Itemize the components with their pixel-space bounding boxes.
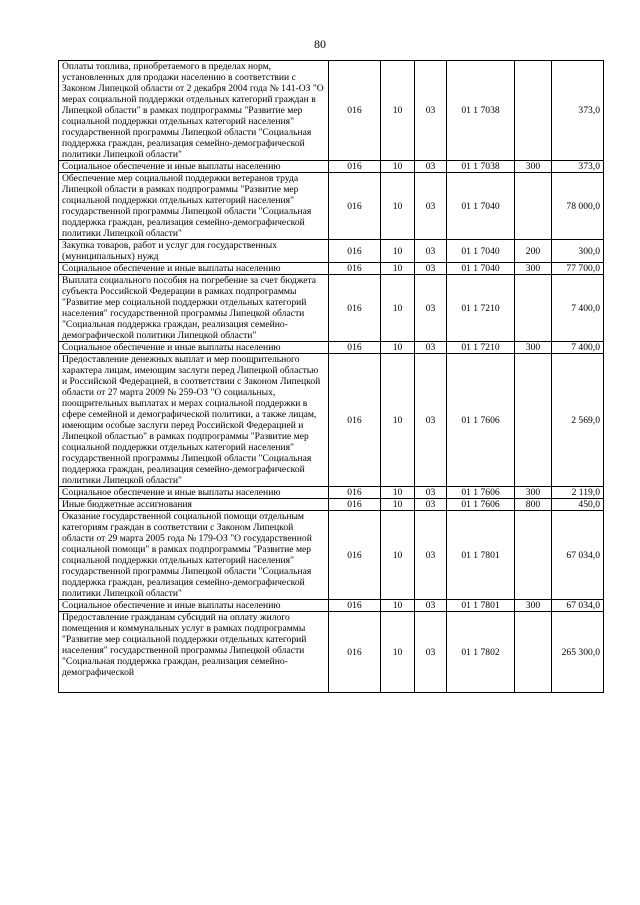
amount-cell: 450,0 [552, 499, 604, 511]
ministry-code-cell: 016 [329, 499, 381, 511]
row-name-cell: Социальное обеспечение и иные выплаты населению [59, 487, 329, 499]
row-name-cell: Социальное обеспечение и иные выплаты населению [59, 600, 329, 612]
subsection-code-cell: 03 [415, 511, 447, 600]
expense-type-cell [515, 61, 552, 161]
subsection-code-cell: 03 [415, 161, 447, 173]
amount-cell: 67 034,0 [552, 511, 604, 600]
expense-type-cell [515, 612, 552, 693]
row-name-cell: Выплата социального пособия на погребение за счет бюджета субъекта Российской Федерации в рамках подпрограммы "Развитие мер социальной поддержки отдельных категорий населения" государственной программы Липецкой области "Социальная поддержка граждан, реализация семейно-демографической политики Липецкой области" [59, 275, 329, 342]
subsection-code-cell: 03 [415, 600, 447, 612]
subsection-code-cell: 03 [415, 275, 447, 342]
section-code-cell: 10 [381, 61, 415, 161]
target-code-cell: 01 1 7801 [447, 511, 515, 600]
table-row [59, 240, 604, 263]
amount-cell: 67 034,0 [552, 600, 604, 612]
target-code-cell: 01 1 7210 [447, 342, 515, 354]
ministry-code-cell: 016 [329, 240, 381, 263]
ministry-code-cell: 016 [329, 511, 381, 600]
section-code-cell: 10 [381, 161, 415, 173]
table-row [59, 173, 604, 240]
page-number: 80 [314, 37, 326, 51]
subsection-code-cell: 03 [415, 499, 447, 511]
ministry-code-cell: 016 [329, 354, 381, 487]
ministry-code-cell: 016 [329, 161, 381, 173]
table-row [59, 61, 604, 161]
table-row [59, 161, 604, 173]
table-row [59, 354, 604, 487]
table-row [59, 600, 604, 612]
table-row [59, 511, 604, 600]
amount-cell: 7 400,0 [552, 275, 604, 342]
expense-type-cell [515, 275, 552, 342]
table-row [59, 263, 604, 275]
subsection-code-cell: 03 [415, 354, 447, 487]
section-code-cell: 10 [381, 600, 415, 612]
ministry-code-cell: 016 [329, 263, 381, 275]
section-code-cell: 10 [381, 487, 415, 499]
budget-table [58, 60, 604, 693]
section-code-cell: 10 [381, 263, 415, 275]
target-code-cell: 01 1 7210 [447, 275, 515, 342]
row-name-text: Предоставление гражданам субсидий на оплату жилого помещения и коммунальных услуг в рамках подпрограммы "Развитие мер социальной поддержки отдельных категорий населения" государственной программы Липецкой области "Социальная поддержка граждан, реализация семейно-демографической [62, 612, 307, 678]
expense-type-cell: 300 [515, 161, 552, 173]
row-name-cell: Оплаты топлива, приобретаемого в пределах норм, установленных для продажи населению в соответствии с Законом Липецкой области от 2 декабря 2004 года № 141-ОЗ "О мерах социальной поддержки отдельных категорий граждан в Липецкой области" в рамках подпрограммы "Развитие мер социальной поддержки отдельных категорий населения" государственной программы Липецкой области "Социальная поддержка граждан, реализация семейно-демографической политики Липецкой области" [59, 61, 329, 161]
expense-type-cell: 300 [515, 342, 552, 354]
section-code-cell: 10 [381, 342, 415, 354]
subsection-code-cell: 03 [415, 612, 447, 693]
table-row [59, 487, 604, 499]
table-row [59, 499, 604, 511]
row-name-cell [59, 612, 329, 693]
table-row [59, 275, 604, 342]
expense-type-cell [515, 511, 552, 600]
expense-type-cell: 800 [515, 499, 552, 511]
ministry-code-cell: 016 [329, 61, 381, 161]
row-name-cell: Обеспечение мер социальной поддержки ветеранов труда Липецкой области в рамках подпрограммы "Развитие мер социальной поддержки отдельных категорий населения" государственной программы Липецкой области "Социальная поддержка граждан, реализация семейно-демографической политики Липецкой области" [59, 173, 329, 240]
ministry-code-cell: 016 [329, 612, 381, 693]
amount-cell: 2 119,0 [552, 487, 604, 499]
subsection-code-cell: 03 [415, 173, 447, 240]
ministry-code-cell: 016 [329, 173, 381, 240]
expense-type-cell [515, 354, 552, 487]
row-name-cell: Социальное обеспечение и иные выплаты населению [59, 342, 329, 354]
target-code-cell: 01 1 7040 [447, 240, 515, 263]
target-code-cell: 01 1 7802 [447, 612, 515, 693]
expense-type-cell: 300 [515, 263, 552, 275]
amount-cell: 373,0 [552, 161, 604, 173]
section-code-cell: 10 [381, 511, 415, 600]
amount-cell: 77 700,0 [552, 263, 604, 275]
section-code-cell: 10 [381, 275, 415, 342]
row-name-cell: Предоставление денежных выплат и мер поощрительного характера лицам, имеющим заслуги перед Липецкой областью и Российской Федерацией, в соответствии с Законом Липецкой области от 27 марта 2009 № 259-ОЗ "О социальных, поощрительных выплатах и мерах социальной поддержки в сфере семейной и демографической политики, а также лицам, имеющим особые заслуги перед Российской Федерацией и Липецкой областью" в рамках подпрограммы "Развитие мер социальной поддержки отдельных категорий населения" государственной программы Липецкой области "Социальная поддержка граждан, реализация семейно-демографической политики Липецкой области" [59, 354, 329, 487]
subsection-code-cell: 03 [415, 263, 447, 275]
amount-cell: 2 569,0 [552, 354, 604, 487]
target-code-cell: 01 1 7038 [447, 161, 515, 173]
amount-cell: 78 000,0 [552, 173, 604, 240]
table-row [59, 342, 604, 354]
ministry-code-cell: 016 [329, 342, 381, 354]
section-code-cell: 10 [381, 499, 415, 511]
target-code-cell: 01 1 7040 [447, 173, 515, 240]
amount-cell: 373,0 [552, 61, 604, 161]
ministry-code-cell: 016 [329, 600, 381, 612]
section-code-cell: 10 [381, 240, 415, 263]
target-code-cell: 01 1 7606 [447, 499, 515, 511]
subsection-code-cell: 03 [415, 487, 447, 499]
target-code-cell: 01 1 7040 [447, 263, 515, 275]
subsection-code-cell: 03 [415, 342, 447, 354]
expense-type-cell [515, 173, 552, 240]
section-code-cell: 10 [381, 173, 415, 240]
ministry-code-cell: 016 [329, 487, 381, 499]
row-name-cell: Оказание государственной социальной помощи отдельным категориям граждан в соответствии с Законом Липецкой области от 29 марта 2005 года № 179-ОЗ "О государственной социальной помощи" в рамках подпрограммы "Развитие мер социальной поддержки отдельных категорий населения" государственной программы Липецкой области "Социальная поддержка граждан, реализация семейно-демографической политики Липецкой области" [59, 511, 329, 600]
expense-type-cell: 300 [515, 600, 552, 612]
target-code-cell: 01 1 7606 [447, 487, 515, 499]
target-code-cell: 01 1 7038 [447, 61, 515, 161]
target-code-cell: 01 1 7801 [447, 600, 515, 612]
row-name-cell: Социальное обеспечение и иные выплаты населению [59, 161, 329, 173]
amount-cell: 265 300,0 [552, 612, 604, 693]
table-row [59, 612, 604, 693]
amount-cell: 7 400,0 [552, 342, 604, 354]
subsection-code-cell: 03 [415, 240, 447, 263]
target-code-cell: 01 1 7606 [447, 354, 515, 487]
expense-type-cell: 300 [515, 487, 552, 499]
row-name-cell: Иные бюджетные ассигнования [59, 499, 329, 511]
row-name-cell: Закупка товаров, работ и услуг для государственных (муниципальных) нужд [59, 240, 329, 263]
ministry-code-cell: 016 [329, 275, 381, 342]
expense-type-cell: 200 [515, 240, 552, 263]
subsection-code-cell: 03 [415, 61, 447, 161]
row-name-cell: Социальное обеспечение и иные выплаты населению [59, 263, 329, 275]
amount-cell: 300,0 [552, 240, 604, 263]
section-code-cell: 10 [381, 354, 415, 487]
section-code-cell: 10 [381, 612, 415, 693]
